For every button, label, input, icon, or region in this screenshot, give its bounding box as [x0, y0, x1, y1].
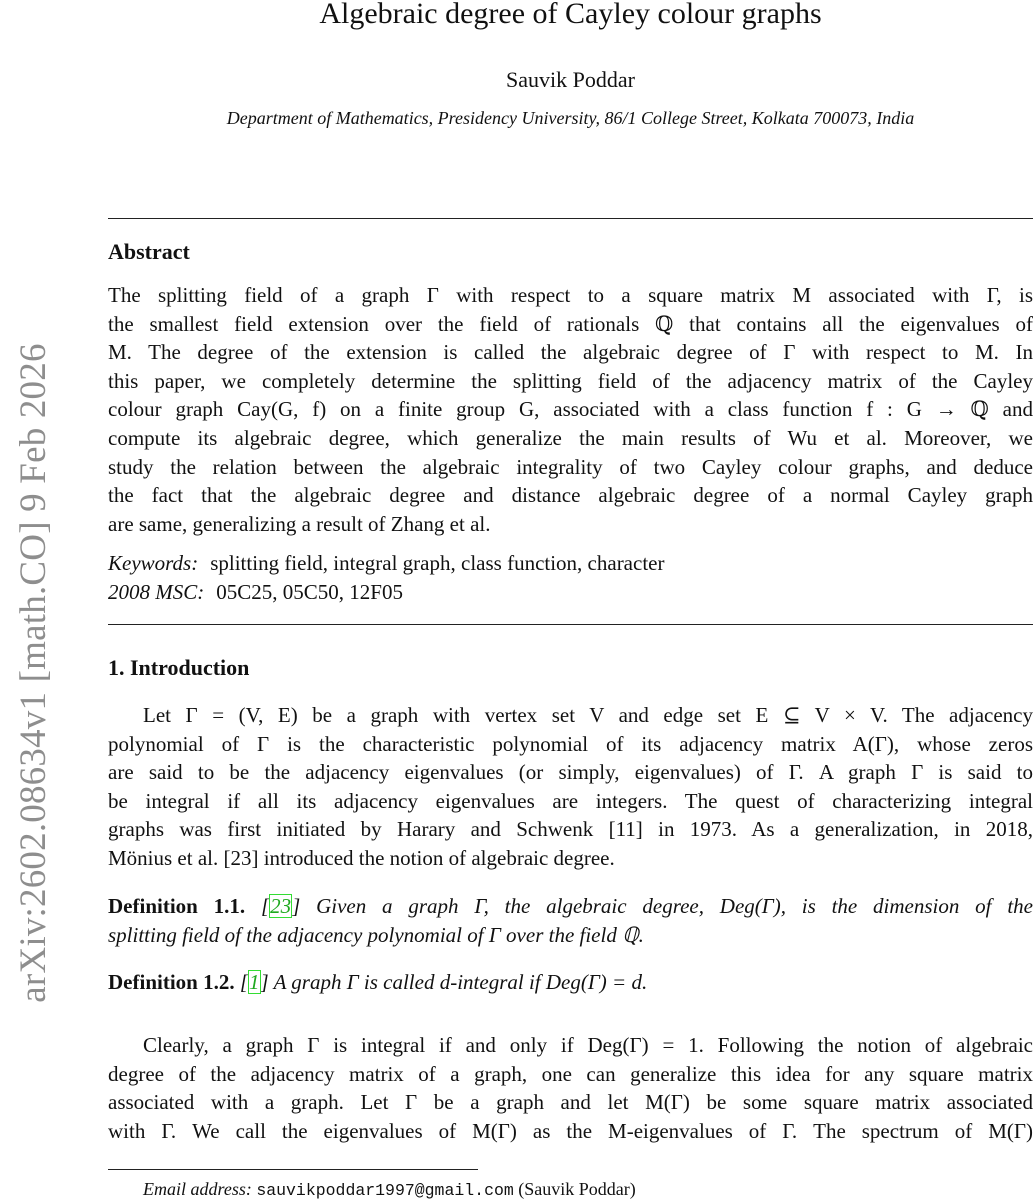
citation-link[interactable]: 23 [270, 894, 292, 918]
definition-line: splitting field of the adjacency polynomial of Γ over the field ℚ. [108, 922, 644, 947]
definition-1-2 [108, 968, 1033, 997]
definition-label: Definition 1.2. [108, 970, 235, 994]
definition-1-1 [108, 892, 1033, 949]
citation-link[interactable]: 1 [249, 970, 260, 994]
email-footnote [143, 1177, 636, 1203]
abstract-line: colour graph Cay(G, f) on a finite group G, associated with a class function f : G → ℚ and [108, 397, 1033, 422]
paper-title: Algebraic degree of Cayley colour graphs [319, 0, 822, 30]
abstract-heading: Abstract [108, 239, 190, 264]
definition-line: Definition 1.1. [23] Given a graph Γ, the algebraic degree, Deg(Γ), is the dimension of the [108, 894, 1033, 918]
intro-line: Clearly, a graph Γ is integral if and only if Deg(Γ) = 1. Following the notion of algebraic [143, 1033, 1033, 1057]
paper-author: Sauvik Poddar [506, 67, 635, 92]
definition-text: A graph Γ is called d-integral if Deg(Γ) = d. [273, 970, 648, 994]
abstract-line: M. The degree of the extension is called the algebraic degree of Γ with respect to M. In [108, 340, 1033, 365]
intro-line: polynomial of Γ is the characteristic polynomial of its adjacency matrix A(Γ), whose zeros [108, 731, 1033, 756]
author-affiliation: Department of Mathematics, Presidency University, 86/1 College Street, Kolkata 700073, India [226, 108, 915, 128]
abstract-line: are same, generalizing a result of Zhang et al. [108, 511, 491, 536]
footnote-name: (Sauvik Poddar) [518, 1179, 636, 1199]
intro-line: Mönius et al. [23] introduced the notion of algebraic degree. [108, 845, 615, 870]
intro-line: be integral if all its adjacency eigenvalues are integers. The quest of characterizing integral [108, 788, 1033, 813]
keywords-line [108, 549, 1033, 577]
abstract-body [108, 281, 1033, 538]
email-address[interactable]: sauvikpoddar1997@gmail.com [256, 1181, 514, 1200]
abstract-top-rule [108, 218, 1033, 219]
msc-line [108, 578, 1033, 606]
abstract-line: compute its algebraic degree, which generalize the main results of Wu et al. Moreover, we [108, 425, 1033, 450]
definition-line: Definition 1.2. [1] A graph Γ is called d-integral if Deg(Γ) = d. [108, 970, 648, 994]
abstract-line: the fact that the algebraic degree and distance algebraic degree of a normal Cayley graph [108, 483, 1033, 508]
footnote-rule [108, 1169, 478, 1170]
abstract-line: study the relation between the algebraic integrality of two Cayley colour graphs, and deduce [108, 454, 1033, 479]
intro-line: degree of the adjacency matrix of a graph, one can generalize this idea for any square matrix [108, 1061, 1033, 1086]
intro-line: graphs was first initiated by Harary and Schwenk [11] in 1973. As a generalization, in 2018, [108, 817, 1033, 842]
keywords-label: Keywords: [108, 551, 199, 575]
intro-line: with Γ. We call the eigenvalues of M(Γ) as the M-eigenvalues of Γ. The spectrum of M(Γ) [108, 1118, 1033, 1143]
definition-text: Given a graph Γ, the algebraic degree, Deg(Γ), is the dimension of the [316, 894, 1033, 918]
abstract-bottom-rule [108, 624, 1033, 625]
arxiv-stamp: arXiv:2602.08634v1 [math.CO] 9 Feb 2026 [13, 343, 54, 1003]
intro-line: are said to be the adjacency eigenvalues (or simply, eigenvalues) of Γ. A graph Γ is said to [108, 760, 1033, 785]
abstract-line: the smallest field extension over the field of rationals ℚ that contains all the eigenvalues of [108, 311, 1033, 336]
intro-paragraph-1 [108, 701, 1033, 873]
intro-paragraph-2 [108, 1031, 1033, 1145]
intro-line: associated with a graph. Let Γ be a graph and let M(Γ) be some square matrix associated [108, 1090, 1033, 1115]
msc-value: 05C25, 05C50, 12F05 [216, 580, 403, 604]
abstract-line: The splitting field of a graph Γ with respect to a square matrix M associated with Γ, is [108, 283, 1033, 307]
keywords-value: splitting field, integral graph, class function, character [210, 551, 665, 575]
email-label: Email address: [143, 1179, 252, 1199]
abstract-line: this paper, we completely determine the splitting field of the adjacency matrix of the Cayley [108, 368, 1033, 393]
intro-line: Let Γ = (V, E) be a graph with vertex set V and edge set E ⊆ V × V. The adjacency [143, 703, 1033, 727]
msc-label: 2008 MSC: [108, 580, 205, 604]
definition-label: Definition 1.1. [108, 894, 246, 918]
section-heading-introduction: 1. Introduction [108, 655, 250, 680]
